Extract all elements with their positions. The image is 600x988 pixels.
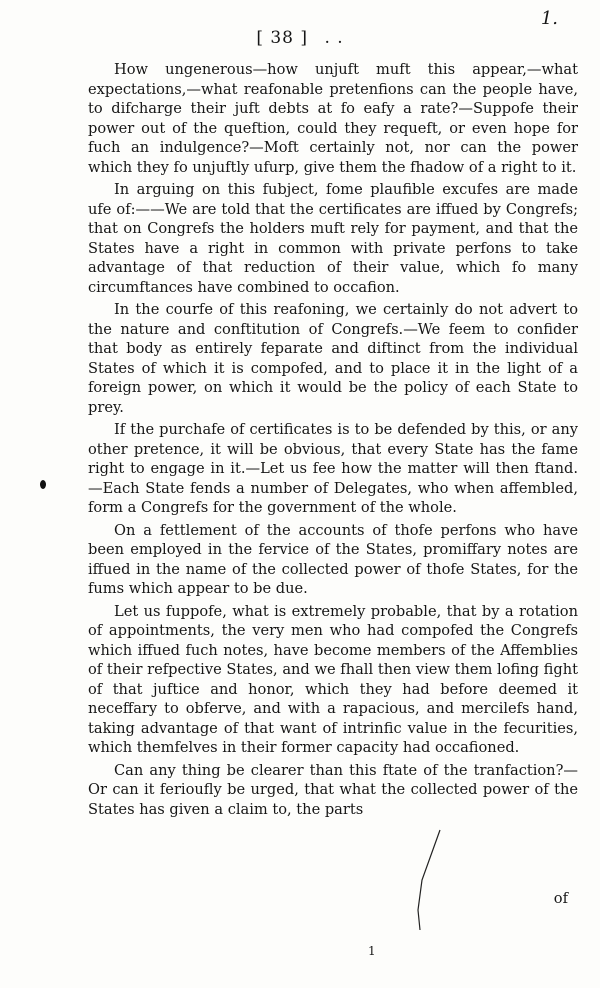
paragraph: If the purchafe of certificates is to be defended by this, or any other pretence, it will be obvious, that every State has the fame right to engage in it.—Let us fee how the matter will then ftand.—Each State fends a number of Delegates, who when affembled, form a Congrefs for the government of the whole. xyxy=(88,421,578,516)
corner-handwritten-mark: 1. xyxy=(540,8,558,29)
paragraph: Can any thing be clearer than this ftate of the tranfaction?—Or can it ferioufly be urged, that what the collected power of the States has given a claim to, the parts xyxy=(88,761,578,818)
ink-blot xyxy=(40,480,46,489)
catchword: of xyxy=(553,890,568,907)
paragraph: In the courfe of this reafoning, we certainly do not advert to the nature and conftitution of Congrefs.—We feem to confider that body as entirely feparate and diftinct from the individual States of which it is compofed, and to place it in the light of a foreign power, on which it would be the policy of each State to prey. xyxy=(88,301,578,416)
paragraph: On a fettlement of the accounts of thofe perfons who have been employed in the fervice of the States, promiffary notes are iffued in the name of the collected power of thofe States, for the fums which appear to be due. xyxy=(88,521,578,597)
header-dots: . . xyxy=(324,28,344,48)
paragraph: How ungenerous—how unjuft muft this appear,—what expectations,—what reafonable pretenfions can the people have, to difcharge their juft debts at fo eafy a rate?—Suppofe their power out of the queftion, could they requeft, or even hope for fuch an indulgence?—Moft certainly not, nor can the power which they fo unjuftly ufurp, give them the fhadow of a right to it. xyxy=(88,61,578,176)
body-text xyxy=(88,60,578,822)
paragraph: Let us fuppofe, what is extremely probable, that by a rotation of appointments, the very men who had compofed the Congrefs which iffued fuch notes, have become members of the Affemblies of their refpective States, and we fhall then view them lofing fight of that juftice and honor, which they had before deemed it neceffary to obferve, and with a rapacious, and mercilefs hand, taking advantage of that want of intrinfic value in the fecurities, which themfelves in their former capacity had occafioned. xyxy=(88,602,578,756)
paragraph: In arguing on this fubject, fome plaufible excufes are made ufe of:——We are told that the certificates are iffued by Congrefs; that on Congrefs the holders muft rely for payment, and that the States have a right in common with private perfons to take advantage of that reduction of their value, which fo many circumftances have combined to occafion. xyxy=(88,181,578,296)
footer-mark: 1 xyxy=(368,944,376,958)
page-header xyxy=(0,28,600,48)
page-number: [ 38 ] xyxy=(256,28,309,48)
